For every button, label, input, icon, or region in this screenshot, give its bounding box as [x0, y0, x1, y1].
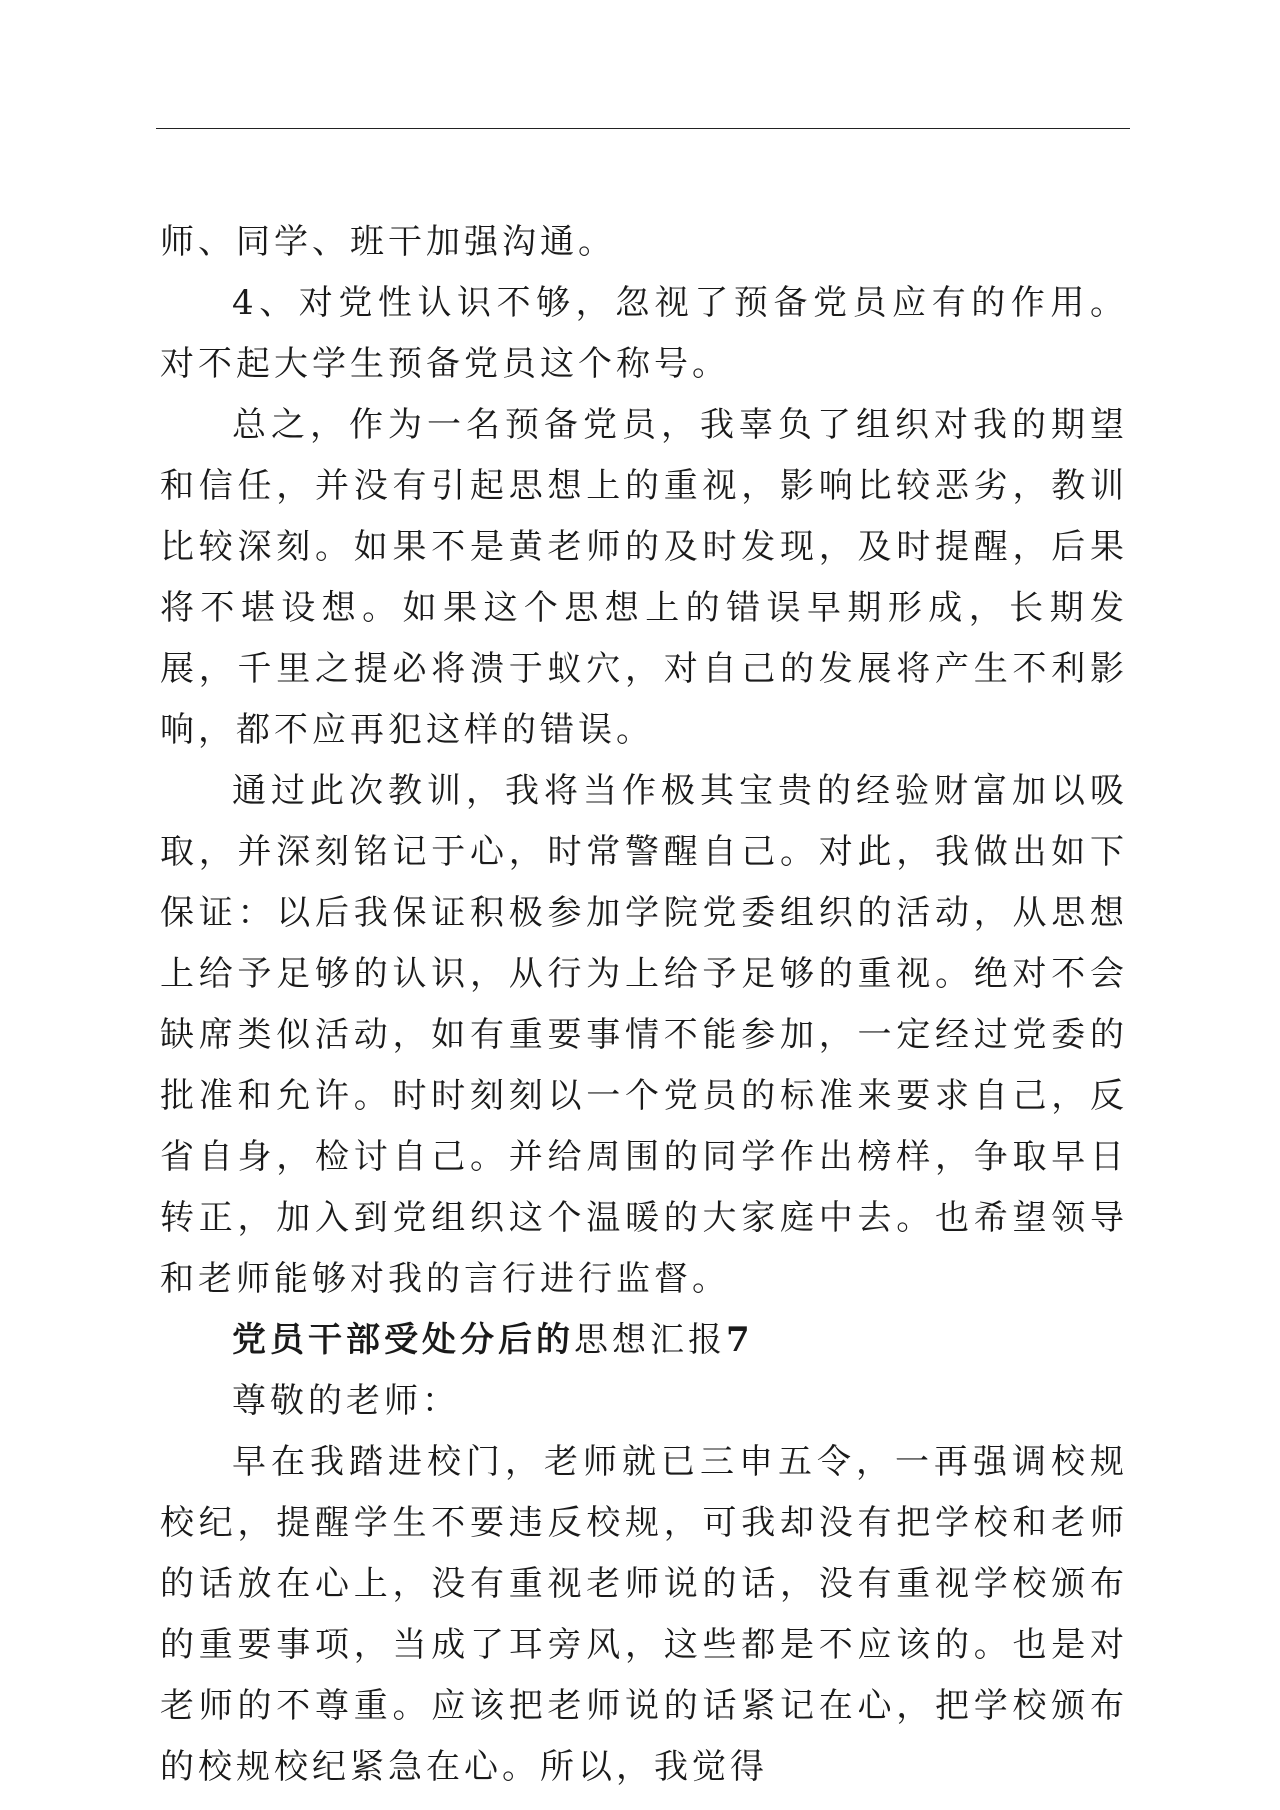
- paragraph-continuation: 师、同学、班干加强沟通。: [160, 222, 616, 262]
- heading-bold-part: 党员干部受处分后的: [232, 1320, 574, 1360]
- paragraph-summary: 总之，作为一名预备党员，我辜负了组织对我的期望和信任，并没有引起思想上的重视，影响比较恶劣，教训比较深刻。如果不是黄老师的及时发现，及时提醒，后果将不堪设想。如果这个思想上的错误早期形成，长期发展，千里之提必将溃于蚁穴，对自己的发展将产生不利影响，都不应再犯这样的错误。: [160, 405, 1128, 750]
- paragraph-opening: 早在我踏进校门，老师就已三申五令，一再强调校规校纪，提醒学生不要违反校规，可我却没有把学校和老师的话放在心上，没有重视老师说的话，没有重视学校颁布的重要事项，当成了耳旁风，这些都是不应该的。也是对老师的不尊重。应该把老师说的话紧记在心，把学校颁布的校规校纪紧急在心。所以，我觉得: [160, 1442, 1128, 1787]
- header-rule: [156, 128, 1130, 129]
- paragraph-point-4: 4、对党性认识不够，忽视了预备党员应有的作用。对不起大学生预备党员这个称号。: [160, 283, 1128, 384]
- heading-regular-part: 思想汇报: [574, 1320, 726, 1360]
- heading-number: 7: [726, 1320, 754, 1360]
- section-heading: [160, 1310, 1128, 1371]
- paragraph-salutation: 尊敬的老师：: [232, 1381, 460, 1421]
- paragraph-pledge: 通过此次教训，我将当作极其宝贵的经验财富加以吸取，并深刻铭记于心，时常警醒自己。对此，我做出如下保证：以后我保证积极参加学院党委组织的活动，从思想上给予足够的认识，从行为上给予足够的重视。绝对不会缺席类似活动，如有重要事情不能参加，一定经过党委的批准和允许。时时刻刻以一个党员的标准来要求自己，反省自身，检讨自己。并给周围的同学作出榜样，争取早日转正，加入到党组织这个温暖的大家庭中去。也希望领导和老师能够对我的言行进行监督。: [160, 771, 1128, 1299]
- document-body: [160, 212, 1128, 1798]
